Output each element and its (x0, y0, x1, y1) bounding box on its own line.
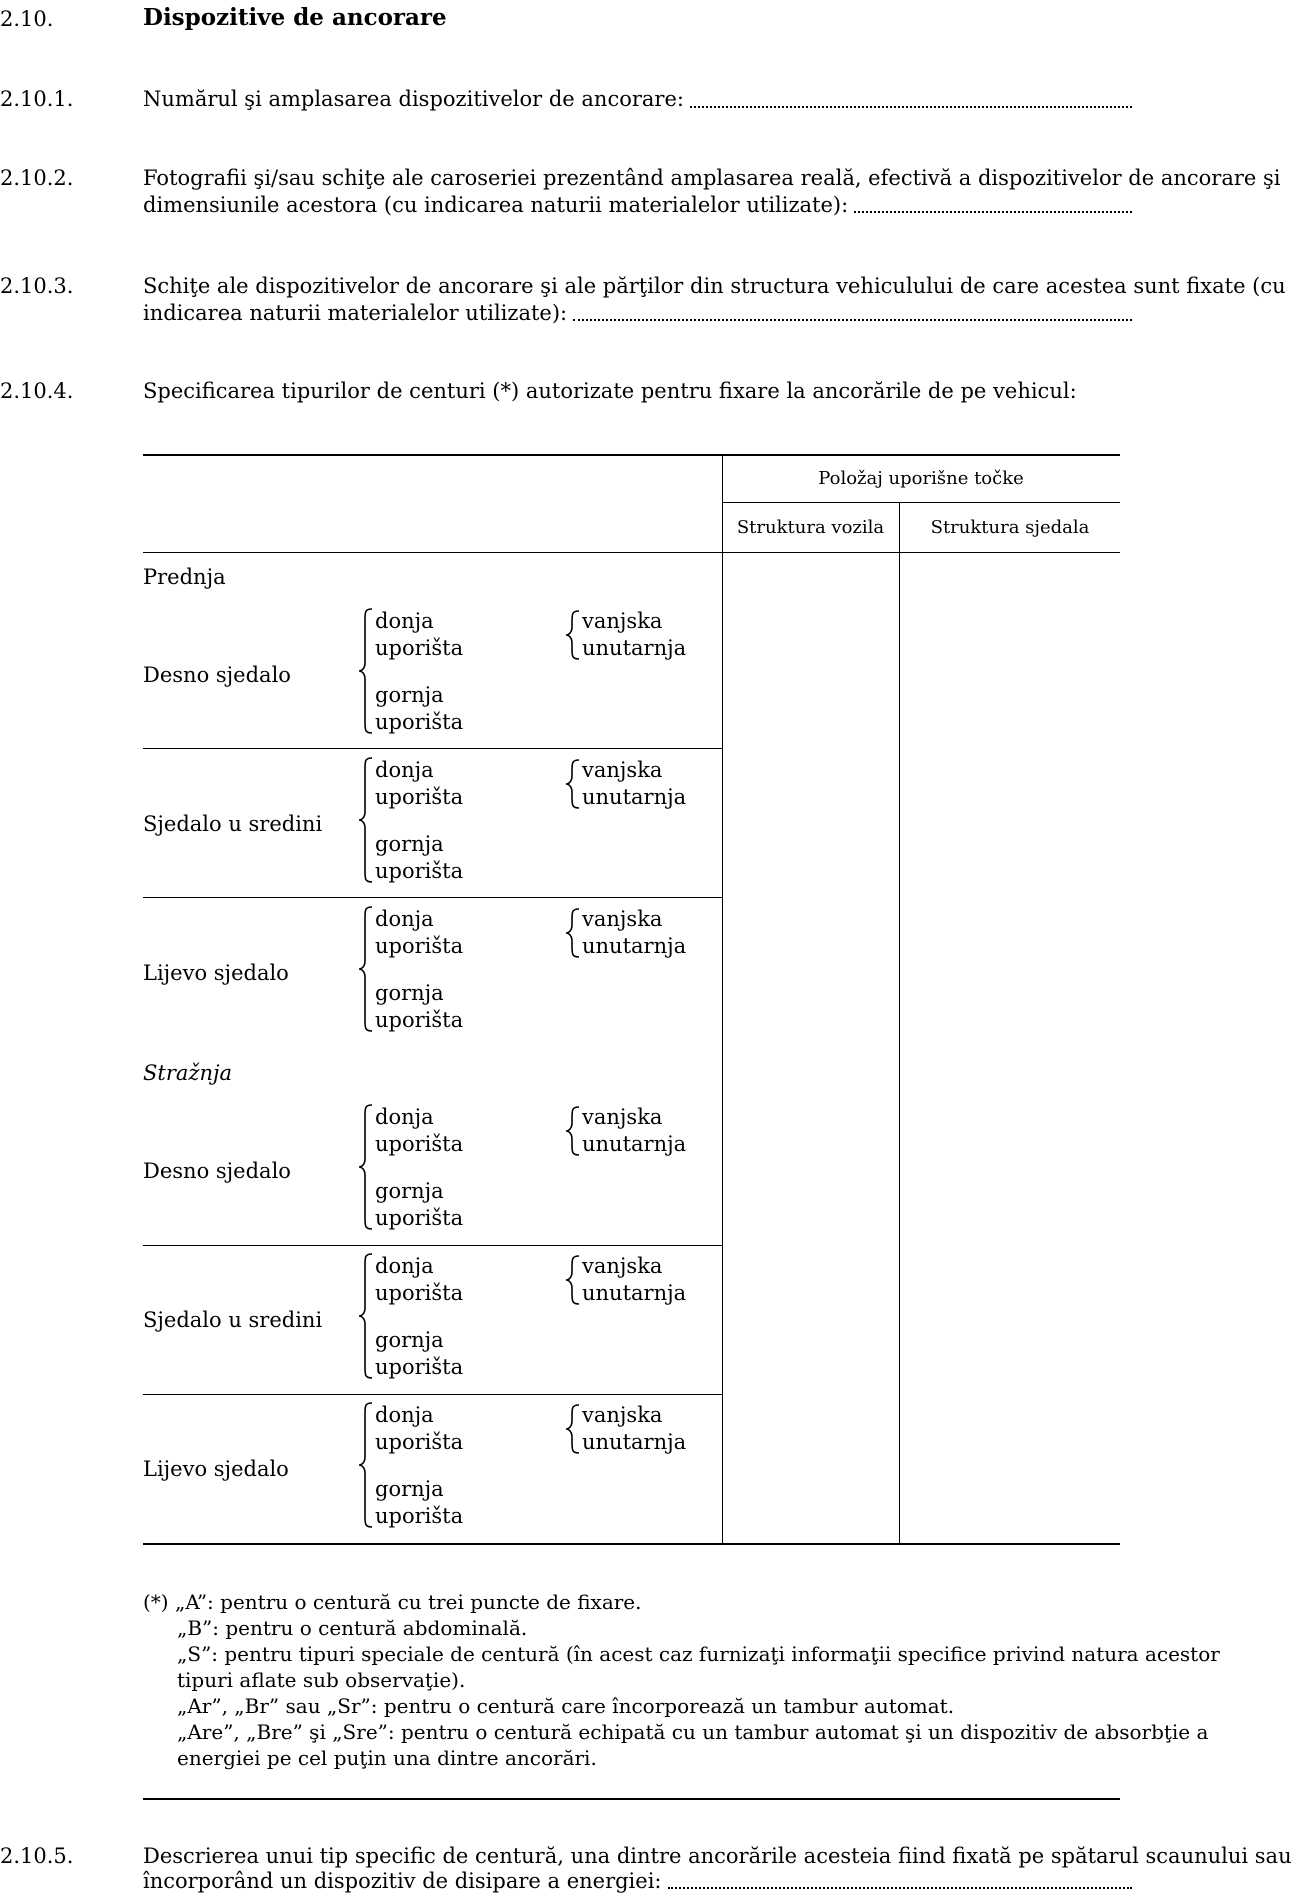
inner-label: unutarnja (582, 785, 687, 809)
table-col-divider-2 (899, 503, 900, 1545)
footnote-line: energiei pe cel puţin una dintre ancorări. (177, 1746, 597, 1770)
brace-left-icon (358, 1104, 372, 1230)
footnote-line: „Ar”, „Br” sau „Sr”: pentru o centură care încorporează un tambur automat. (177, 1694, 955, 1718)
section-text: Specificarea tipurilor de centuri (*) autorizate pentru fixare la ancorările de pe vehicul: (143, 379, 1077, 403)
section-number: 2.10.1. (0, 87, 74, 111)
brace-small-icon (565, 1106, 579, 1156)
inner-label: unutarnja (582, 934, 687, 958)
anchor-label: uporišta (375, 710, 464, 734)
seat-label: Sjedalo u sredini (143, 1308, 323, 1332)
outer-label: vanjska (582, 1254, 663, 1278)
row-divider (143, 897, 722, 898)
footnote-line: tipuri aflate sub observaţie). (177, 1668, 466, 1692)
outer-label: vanjska (582, 609, 663, 633)
section-text-line1: Descrierea unui tip specific de centură, una dintre ancorările acesteia fiind fixată pe spătarul scaunului sau (143, 1844, 1292, 1868)
fill-line (573, 319, 1132, 321)
header-group-rule (722, 502, 1120, 503)
brace-left-icon (358, 608, 372, 734)
row-divider (143, 1394, 722, 1395)
brace-left-icon (358, 906, 372, 1032)
header-group-label: Položaj uporišne točke (818, 468, 1024, 489)
table-top-rule (143, 454, 1120, 456)
brace-small-icon (565, 759, 579, 809)
section-title: Dispozitive de ancorare (143, 4, 447, 31)
rear-label: Stražnja (143, 1061, 233, 1085)
seat-label: Desno sjedalo (143, 1159, 291, 1183)
upper-label: gornja (375, 832, 444, 856)
table-col-divider-1 (722, 455, 723, 1545)
section-number: 2.10. (0, 7, 54, 31)
brace-small-icon (565, 610, 579, 660)
fill-line (690, 106, 1132, 108)
header-col-vehicle-structure: Struktura vozila (736, 517, 885, 538)
brace-small-icon (565, 1255, 579, 1305)
row-divider (143, 1245, 722, 1246)
brace-small-icon (565, 908, 579, 958)
section-text-content: Numărul şi amplasarea dispozitivelor de ancorare: (143, 87, 684, 111)
section-number: 2.10.2. (0, 166, 74, 190)
anchor-label: uporišta (375, 636, 464, 660)
lower-label: donja (375, 609, 434, 633)
anchor-label: uporišta (375, 1281, 464, 1305)
section-text-line1: Fotografii şi/sau schiţe ale caroseriei prezentând amplasarea reală, efectivă a dispozitivelor de ancorare şi (143, 166, 1281, 190)
seat-label: Lijevo sjedalo (143, 1457, 289, 1481)
section-text-line1: Schiţe ale dispozitivelor de ancorare şi ale părţilor din structura vehiculului de care acestea sunt fixate (cu (143, 274, 1286, 298)
inner-label: unutarnja (582, 1132, 687, 1156)
lower-label: donja (375, 1105, 434, 1129)
anchor-label: uporišta (375, 934, 464, 958)
anchor-label: uporišta (375, 859, 464, 883)
footnote-line: „S”: pentru tipuri speciale de centură (în acest caz furnizaţi informaţii specifice privind natura acestor (177, 1642, 1220, 1666)
section-text (143, 86, 1138, 112)
header-bottom-rule (143, 552, 1120, 553)
lower-label: donja (375, 907, 434, 931)
inner-label: unutarnja (582, 636, 687, 660)
section-number: 2.10.4. (0, 379, 74, 403)
outer-label: vanjska (582, 1403, 663, 1427)
brace-left-icon (358, 1253, 372, 1379)
anchor-label: uporišta (375, 1355, 464, 1379)
seat-label: Lijevo sjedalo (143, 961, 289, 985)
anchor-label: uporišta (375, 1504, 464, 1528)
section-text-line2: dimensiunile acestora (cu indicarea naturii materialelor utilizate): (143, 193, 849, 217)
brace-left-icon (358, 1402, 372, 1528)
upper-label: gornja (375, 1477, 444, 1501)
fill-line (668, 1887, 1132, 1889)
row-divider (143, 748, 722, 749)
upper-label: gornja (375, 981, 444, 1005)
brace-small-icon (565, 1404, 579, 1454)
fill-line (854, 211, 1132, 213)
footnote-line: „B”: pentru o centură abdominală. (177, 1616, 528, 1640)
lower-label: donja (375, 1254, 434, 1278)
seat-label: Desno sjedalo (143, 663, 291, 687)
seat-label: Sjedalo u sredini (143, 812, 323, 836)
lower-label: donja (375, 1403, 434, 1427)
outer-label: vanjska (582, 907, 663, 931)
section-number: 2.10.5. (0, 1844, 74, 1868)
section-text-line2: indicarea naturii materialelor utilizate): (143, 301, 568, 325)
header-col-seat-structure: Struktura sjedala (930, 517, 1090, 538)
inner-label: unutarnja (582, 1281, 687, 1305)
section-text-line2: încorporând un dispozitiv de disipare a energiei: (143, 1869, 662, 1893)
inner-label: unutarnja (582, 1430, 687, 1454)
front-label: Prednja (143, 565, 226, 589)
anchor-label: uporišta (375, 785, 464, 809)
lower-label: donja (375, 758, 434, 782)
anchor-label: uporišta (375, 1132, 464, 1156)
section-number: 2.10.3. (0, 274, 74, 298)
upper-label: gornja (375, 683, 444, 707)
anchor-label: uporišta (375, 1008, 464, 1032)
anchor-label: uporišta (375, 1430, 464, 1454)
anchor-label: uporišta (375, 1206, 464, 1230)
footnote (143, 1590, 1220, 1780)
table-bottom-rule (143, 1543, 1120, 1545)
footnote-line: (*) „A”: pentru o centură cu trei puncte de fixare. (143, 1590, 642, 1614)
brace-left-icon (358, 757, 372, 883)
outer-label: vanjska (582, 758, 663, 782)
footnote-rule (143, 1798, 1120, 1800)
upper-label: gornja (375, 1328, 444, 1352)
footnote-line: „Are”, „Bre” şi „Sre”: pentru o centură echipată cu un tambur automat şi un dispozitiv de absorbţie a (177, 1720, 1209, 1744)
outer-label: vanjska (582, 1105, 663, 1129)
upper-label: gornja (375, 1179, 444, 1203)
